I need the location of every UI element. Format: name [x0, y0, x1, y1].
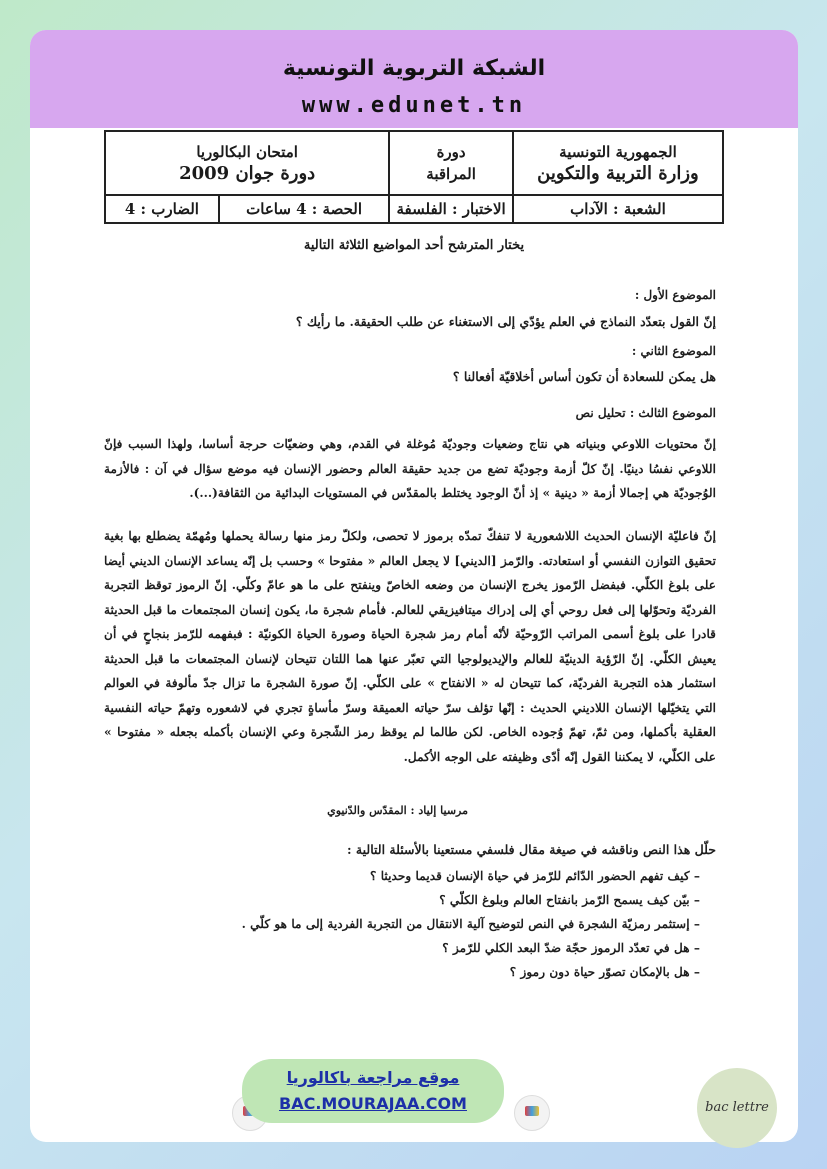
exam-session: دورة جوان 2009	[179, 163, 316, 184]
text-paragraph-2: إنّ فاعليّة الإنسان الحديث اللاشعورية لا تنفكّ تمدّه برموز لا تحصى، ولكلّ رمز منها رسالة يحملها ومُهمّة يضطلع بها بغية تحقيق التوازن النفسي أو استعادته. والرّمز [الديني] لا يجعل العالم « مفتوحا » وحسب بل إنّه يساعد الإنسان الديني أيضا على بلوغ الكلّي. فبفضل الرّموز يخرج الإنسان من وضعه الخاصّ وينفتح على ما هو عامّ وكلّي. إنّ الرموز توقظ التجربة الفرديّة وتحوّلها إلى فعل روحي أي إلى إدراك ميتافيزيقي للعالم. فأمام شجرة ما، يكون إنسان المجتمعات ما قبل الحديثة قادرا على بلوغ أسمى المراتب الرّوحيّة لأنّه أمام رمز شجرة الحياة وصورة الحياة الكونيّة : فبفهمه للرّمز بنجاحٍ في أن يعيش الكلّي. إنّ الرّؤية الدينيّة للعالم والإيديولوجيا التي تعبّر عنها هما اللتان تتيحان لإنسان المجتمعات ما قبل الحديثة استثمار هذه التجربة الفرديّة، كما تتيحان له « الانفتاح » على الكلّي. إنّ صورة الشجرة ما تزال جدّ مألوفة في العوالم التي يتخيّلها الإنسان اللاديني الحديث : إنّها تؤلف سرّ حياته العميقة وسرّ مأساةٍ تجري في لاشعوره وتهمّ حياته النفسية العقلية بأكملها، ومن ثمّ، تهمّ وُجوده الخاص. لكن طالما لم يوقظ رمز الشّجرة وعي الإنسان بأكمله بجعله « مفتوحا » على الكلّي، لا يمكننا القول إنّه أدّى وظيفته على الوجه الأكمل.	[104, 529, 716, 764]
topic1-title: الموضوع الأول :	[634, 288, 716, 302]
topic3-title: الموضوع الثالث : تحليل نص	[575, 406, 716, 420]
analysis-prompt: حلّل هذا النص وناقشه في صيغة مقال فلسفي مستعينا بالأسئلة التالية :	[346, 842, 716, 857]
footer-site-url[interactable]: BAC.MOURAJAA.COM	[279, 1094, 467, 1113]
list-item: – إستثمر رمزيّة الشجرة في النص لتوضيح آلية الانتقال من التجربة الفردية إلى ما هو كلّي .	[104, 912, 700, 936]
branch-cell: الشعبة : الآداب	[513, 195, 723, 223]
coefficient-cell: الضارب : 4	[105, 195, 219, 223]
topic1-question: إنّ القول بتعدّد النماذج في العلم يؤدّي إلى الاستغناء عن طلب الحقيقة. ما رأيك ؟	[295, 314, 716, 329]
guiding-questions	[104, 864, 716, 984]
text-paragraph-1: إنّ محتويات اللاوعي وبنياته هي نتاج وضعيات وجوديّة مُوغلة في القدم، وهي وضعيّات حرجة أساسا، ولهذا السبب فإنّ اللاوعي نفسُا دينيًا. إنّ كلّ أزمة وجوديّة تضع من جديد حقيقة العالم وحضور الإنسان فيه موضع سؤال في آن : فالأزمة الوُجوديّة هي إجمالا أزمة « دينية » إذ أنّ الوجود يختلط بالمقدّس في المستويات البدائية من الثقافة(...).	[104, 437, 716, 500]
exam-document	[30, 30, 798, 1142]
ministry-label: وزارة التربية والتكوين	[537, 163, 699, 184]
bac-logo-icon-right	[514, 1095, 550, 1131]
subject-cell: الاختبار : الفلسفة	[389, 195, 513, 223]
list-item: – بيّن كيف يسمح الرّمز بانفتاح العالم وبلوغ الكلّي ؟	[104, 888, 700, 912]
session-type: المراقبة	[426, 165, 476, 183]
topic2-title: الموضوع الثاني :	[631, 344, 716, 358]
duration-cell: الحصة : 4 ساعات	[219, 195, 389, 223]
list-item: – كيف تفهم الحضور الدّائم للرّمز في حياة الإنسان قديما وحديثا ؟	[104, 864, 700, 888]
text-source: مرسيا إلياد : المقدّس والدّنيوي	[327, 804, 468, 817]
site-name: الشبكة التربوية التونسية	[282, 56, 546, 81]
list-item: – هل في تعدّد الرموز حجّة ضدّ البعد الكلي للرّمز ؟	[104, 936, 700, 960]
page-card	[30, 30, 798, 1142]
list-item: – هل بالإمكان تصوّر حياة دون رموز ؟	[104, 960, 700, 984]
exam-title: امتحان البكالوريا	[196, 143, 298, 161]
session-word: دورة	[436, 143, 466, 161]
instruction: يختار المترشح أحد المواضيع الثلاثة التالية	[303, 238, 525, 253]
topic2-question: هل يمكن للسعادة أن تكون أساس أخلاقيّة أفعالنا ؟	[452, 369, 716, 384]
footer-link-card[interactable]	[242, 1059, 504, 1123]
footer-site-name[interactable]: موقع مراجعة باكالوريا	[286, 1068, 460, 1087]
site-url[interactable]: www.edunet.tn	[301, 93, 527, 118]
exam-header-table	[104, 130, 724, 224]
bac-lettre-stamp: bac lettre	[697, 1068, 777, 1148]
republic-label: الجمهورية التونسية	[559, 143, 677, 161]
